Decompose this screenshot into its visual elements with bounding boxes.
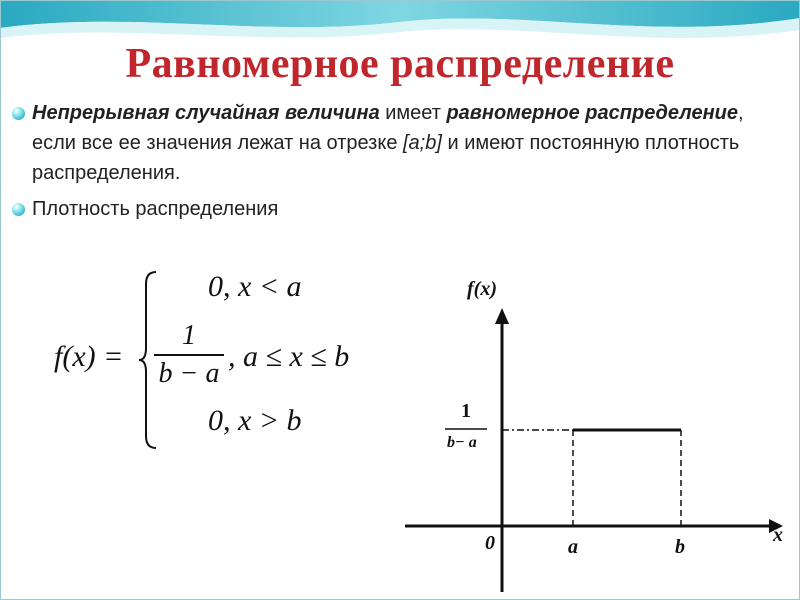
formula-fraction (154, 320, 224, 390)
origin-label: 0 (485, 532, 495, 554)
a-tick-label: a (568, 536, 578, 558)
level-numerator: 1 (461, 400, 471, 422)
bullet-definition (12, 98, 787, 188)
formula-lhs: f(x) = (54, 340, 124, 373)
fraction-numerator: 1 (182, 320, 196, 351)
term-uniform-distribution: равномерное распределение (446, 102, 739, 124)
density-label: Плотность распределения (32, 198, 279, 220)
bullet-dot-icon (12, 107, 25, 120)
bullet-density (12, 194, 787, 224)
interval-notation: [a;b] (403, 132, 442, 154)
text-segment: , если все ее значения лежат на отрезке (32, 102, 744, 154)
density-graph (405, 272, 800, 600)
formula-case-below-a: 0, x < a (208, 270, 302, 303)
formula-case-above-b: 0, x > b (208, 404, 302, 437)
fraction-bar (154, 354, 224, 356)
text-segment: и имеют постоянную плотность распределения. (32, 132, 740, 184)
y-axis-label: f(x) (467, 278, 497, 300)
level-denominator: b− a (447, 434, 477, 451)
term-continuous-random-variable: Непрерывная случайная величина (32, 102, 380, 124)
slide-title: Равномерное распределение (125, 41, 675, 87)
b-tick-label: b (675, 536, 685, 558)
formula-case-interval: , a ≤ x ≤ b (228, 340, 350, 373)
bullet-dot-icon (12, 203, 25, 216)
text-segment: имеет (379, 102, 447, 124)
x-axis-label: x (773, 524, 783, 546)
bullet-list (12, 98, 787, 224)
fraction-denominator: b − a (158, 358, 220, 389)
y-axis-arrow-icon (495, 308, 509, 324)
density-formula (50, 262, 380, 452)
